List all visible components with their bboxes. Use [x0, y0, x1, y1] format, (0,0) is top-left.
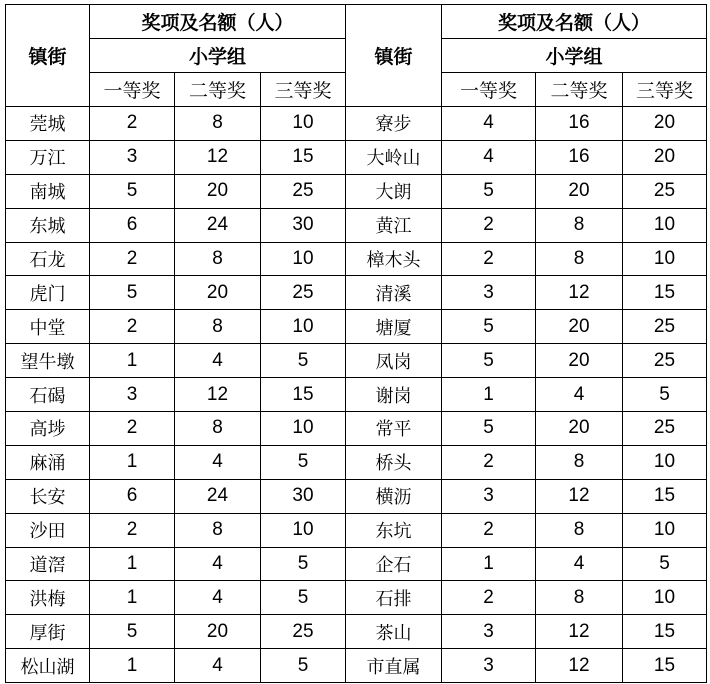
first-prize-cell-right: 5	[442, 344, 536, 378]
second-prize-cell-right: 12	[536, 649, 623, 683]
third-prize-cell-left: 5	[261, 547, 346, 581]
second-prize-cell-right: 8	[536, 513, 623, 547]
first-prize-cell-left: 5	[90, 276, 175, 310]
third-prize-cell-right: 15	[623, 479, 707, 513]
third-prize-cell-right: 10	[623, 445, 707, 479]
town-cell-left: 东城	[6, 208, 90, 242]
table-row	[6, 513, 707, 547]
group-header-right: 小学组	[442, 39, 707, 73]
second-prize-cell-left: 24	[175, 479, 261, 513]
second-prize-cell-right: 20	[536, 344, 623, 378]
town-cell-right: 清溪	[346, 276, 442, 310]
third-prize-cell-left: 15	[261, 140, 346, 174]
table-row	[6, 344, 707, 378]
third-prize-cell-left: 5	[261, 344, 346, 378]
second-prize-cell-right: 8	[536, 242, 623, 276]
first-prize-cell-right: 2	[442, 513, 536, 547]
town-cell-right: 企石	[346, 547, 442, 581]
first-prize-cell-left: 2	[90, 412, 175, 446]
first-prize-cell-right: 4	[442, 107, 536, 141]
first-prize-cell-left: 2	[90, 310, 175, 344]
first-prize-header-right: 一等奖	[442, 73, 536, 107]
town-cell-left: 沙田	[6, 513, 90, 547]
second-prize-cell-right: 20	[536, 310, 623, 344]
town-cell-left: 中堂	[6, 310, 90, 344]
town-cell-left: 洪梅	[6, 581, 90, 615]
third-prize-cell-right: 20	[623, 107, 707, 141]
third-prize-cell-right: 15	[623, 276, 707, 310]
second-prize-cell-right: 8	[536, 208, 623, 242]
town-cell-left: 莞城	[6, 107, 90, 141]
second-prize-cell-right: 16	[536, 140, 623, 174]
table-body	[6, 107, 707, 683]
awards-header-right: 奖项及名额（人）	[442, 5, 707, 39]
first-prize-cell-right: 2	[442, 581, 536, 615]
third-prize-cell-left: 15	[261, 378, 346, 412]
second-prize-cell-right: 8	[536, 581, 623, 615]
town-cell-right: 凤岗	[346, 344, 442, 378]
third-prize-cell-left: 10	[261, 513, 346, 547]
town-cell-right: 常平	[346, 412, 442, 446]
second-prize-cell-left: 20	[175, 174, 261, 208]
third-prize-cell-left: 25	[261, 615, 346, 649]
second-prize-cell-left: 8	[175, 310, 261, 344]
table-row	[6, 276, 707, 310]
first-prize-header-left: 一等奖	[90, 73, 175, 107]
table-row	[6, 649, 707, 683]
first-prize-cell-left: 6	[90, 208, 175, 242]
town-cell-right: 市直属	[346, 649, 442, 683]
table-row	[6, 310, 707, 344]
town-cell-left: 万江	[6, 140, 90, 174]
awards-header-left: 奖项及名额（人）	[90, 5, 346, 39]
table-row	[6, 208, 707, 242]
second-prize-cell-left: 4	[175, 581, 261, 615]
town-cell-right: 桥头	[346, 445, 442, 479]
first-prize-cell-right: 1	[442, 378, 536, 412]
town-cell-left: 长安	[6, 479, 90, 513]
town-cell-left: 麻涌	[6, 445, 90, 479]
town-cell-right: 寮步	[346, 107, 442, 141]
table-row	[6, 378, 707, 412]
third-prize-cell-right: 10	[623, 208, 707, 242]
second-prize-cell-right: 12	[536, 276, 623, 310]
first-prize-cell-right: 5	[442, 310, 536, 344]
second-prize-cell-right: 20	[536, 174, 623, 208]
third-prize-cell-left: 10	[261, 310, 346, 344]
town-cell-right: 樟木头	[346, 242, 442, 276]
second-prize-cell-left: 24	[175, 208, 261, 242]
first-prize-cell-right: 2	[442, 445, 536, 479]
second-prize-cell-right: 12	[536, 479, 623, 513]
town-cell-right: 谢岗	[346, 378, 442, 412]
first-prize-cell-left: 2	[90, 242, 175, 276]
second-prize-cell-right: 12	[536, 615, 623, 649]
town-cell-right: 黄江	[346, 208, 442, 242]
first-prize-cell-right: 3	[442, 615, 536, 649]
third-prize-cell-right: 15	[623, 649, 707, 683]
third-prize-cell-right: 15	[623, 615, 707, 649]
town-cell-right: 大岭山	[346, 140, 442, 174]
third-prize-cell-left: 5	[261, 581, 346, 615]
first-prize-cell-right: 5	[442, 412, 536, 446]
first-prize-cell-right: 2	[442, 242, 536, 276]
second-prize-cell-left: 12	[175, 140, 261, 174]
town-cell-left: 望牛墩	[6, 344, 90, 378]
town-cell-left: 石龙	[6, 242, 90, 276]
town-cell-left: 道滘	[6, 547, 90, 581]
third-prize-cell-right: 5	[623, 547, 707, 581]
table-row	[6, 581, 707, 615]
first-prize-cell-left: 5	[90, 615, 175, 649]
third-prize-cell-left: 10	[261, 412, 346, 446]
first-prize-cell-left: 3	[90, 378, 175, 412]
third-prize-cell-left: 30	[261, 479, 346, 513]
first-prize-cell-right: 3	[442, 479, 536, 513]
second-prize-header-left: 二等奖	[175, 73, 261, 107]
second-prize-cell-left: 4	[175, 445, 261, 479]
first-prize-cell-left: 2	[90, 513, 175, 547]
second-prize-cell-left: 8	[175, 242, 261, 276]
third-prize-header-left: 三等奖	[261, 73, 346, 107]
group-header-left: 小学组	[90, 39, 346, 73]
second-prize-cell-left: 20	[175, 276, 261, 310]
first-prize-cell-right: 1	[442, 547, 536, 581]
table-row	[6, 445, 707, 479]
second-prize-cell-right: 20	[536, 412, 623, 446]
second-prize-cell-left: 12	[175, 378, 261, 412]
town-cell-left: 虎门	[6, 276, 90, 310]
first-prize-cell-left: 3	[90, 140, 175, 174]
third-prize-cell-right: 25	[623, 310, 707, 344]
third-prize-cell-right: 20	[623, 140, 707, 174]
town-cell-left: 厚街	[6, 615, 90, 649]
table-header	[6, 5, 707, 107]
town-cell-left: 石碣	[6, 378, 90, 412]
third-prize-cell-right: 25	[623, 344, 707, 378]
second-prize-cell-left: 8	[175, 513, 261, 547]
town-cell-left: 南城	[6, 174, 90, 208]
first-prize-cell-right: 2	[442, 208, 536, 242]
table-row	[6, 242, 707, 276]
first-prize-cell-right: 3	[442, 276, 536, 310]
first-prize-cell-left: 2	[90, 107, 175, 141]
third-prize-cell-left: 5	[261, 649, 346, 683]
town-column-header-left: 镇街	[6, 5, 90, 107]
town-cell-right: 横沥	[346, 479, 442, 513]
third-prize-cell-right: 10	[623, 242, 707, 276]
town-cell-right: 大朗	[346, 174, 442, 208]
first-prize-cell-right: 5	[442, 174, 536, 208]
third-prize-cell-left: 10	[261, 242, 346, 276]
award-quota-table	[5, 4, 707, 683]
second-prize-cell-left: 4	[175, 344, 261, 378]
town-cell-left: 高埗	[6, 412, 90, 446]
first-prize-cell-left: 1	[90, 547, 175, 581]
third-prize-cell-right: 10	[623, 513, 707, 547]
town-cell-right: 东坑	[346, 513, 442, 547]
third-prize-cell-left: 25	[261, 276, 346, 310]
first-prize-cell-left: 1	[90, 344, 175, 378]
third-prize-cell-right: 5	[623, 378, 707, 412]
third-prize-cell-left: 25	[261, 174, 346, 208]
town-column-header-right: 镇街	[346, 5, 442, 107]
town-cell-right: 茶山	[346, 615, 442, 649]
first-prize-cell-left: 1	[90, 445, 175, 479]
third-prize-cell-right: 25	[623, 174, 707, 208]
second-prize-cell-left: 4	[175, 649, 261, 683]
second-prize-cell-right: 4	[536, 547, 623, 581]
table-row	[6, 479, 707, 513]
third-prize-cell-right: 25	[623, 412, 707, 446]
table-row	[6, 140, 707, 174]
town-cell-left: 松山湖	[6, 649, 90, 683]
second-prize-cell-left: 4	[175, 547, 261, 581]
second-prize-cell-right: 4	[536, 378, 623, 412]
second-prize-cell-left: 8	[175, 107, 261, 141]
third-prize-header-right: 三等奖	[623, 73, 707, 107]
first-prize-cell-left: 5	[90, 174, 175, 208]
second-prize-cell-right: 8	[536, 445, 623, 479]
first-prize-cell-right: 3	[442, 649, 536, 683]
table-row	[6, 107, 707, 141]
second-prize-header-right: 二等奖	[536, 73, 623, 107]
table-row	[6, 615, 707, 649]
first-prize-cell-left: 1	[90, 581, 175, 615]
second-prize-cell-right: 16	[536, 107, 623, 141]
town-cell-right: 塘厦	[346, 310, 442, 344]
second-prize-cell-left: 20	[175, 615, 261, 649]
table-row	[6, 174, 707, 208]
table-row	[6, 412, 707, 446]
first-prize-cell-left: 1	[90, 649, 175, 683]
third-prize-cell-left: 10	[261, 107, 346, 141]
second-prize-cell-left: 8	[175, 412, 261, 446]
third-prize-cell-left: 5	[261, 445, 346, 479]
town-cell-right: 石排	[346, 581, 442, 615]
third-prize-cell-left: 30	[261, 208, 346, 242]
first-prize-cell-right: 4	[442, 140, 536, 174]
third-prize-cell-right: 10	[623, 581, 707, 615]
table-row	[6, 547, 707, 581]
first-prize-cell-left: 6	[90, 479, 175, 513]
